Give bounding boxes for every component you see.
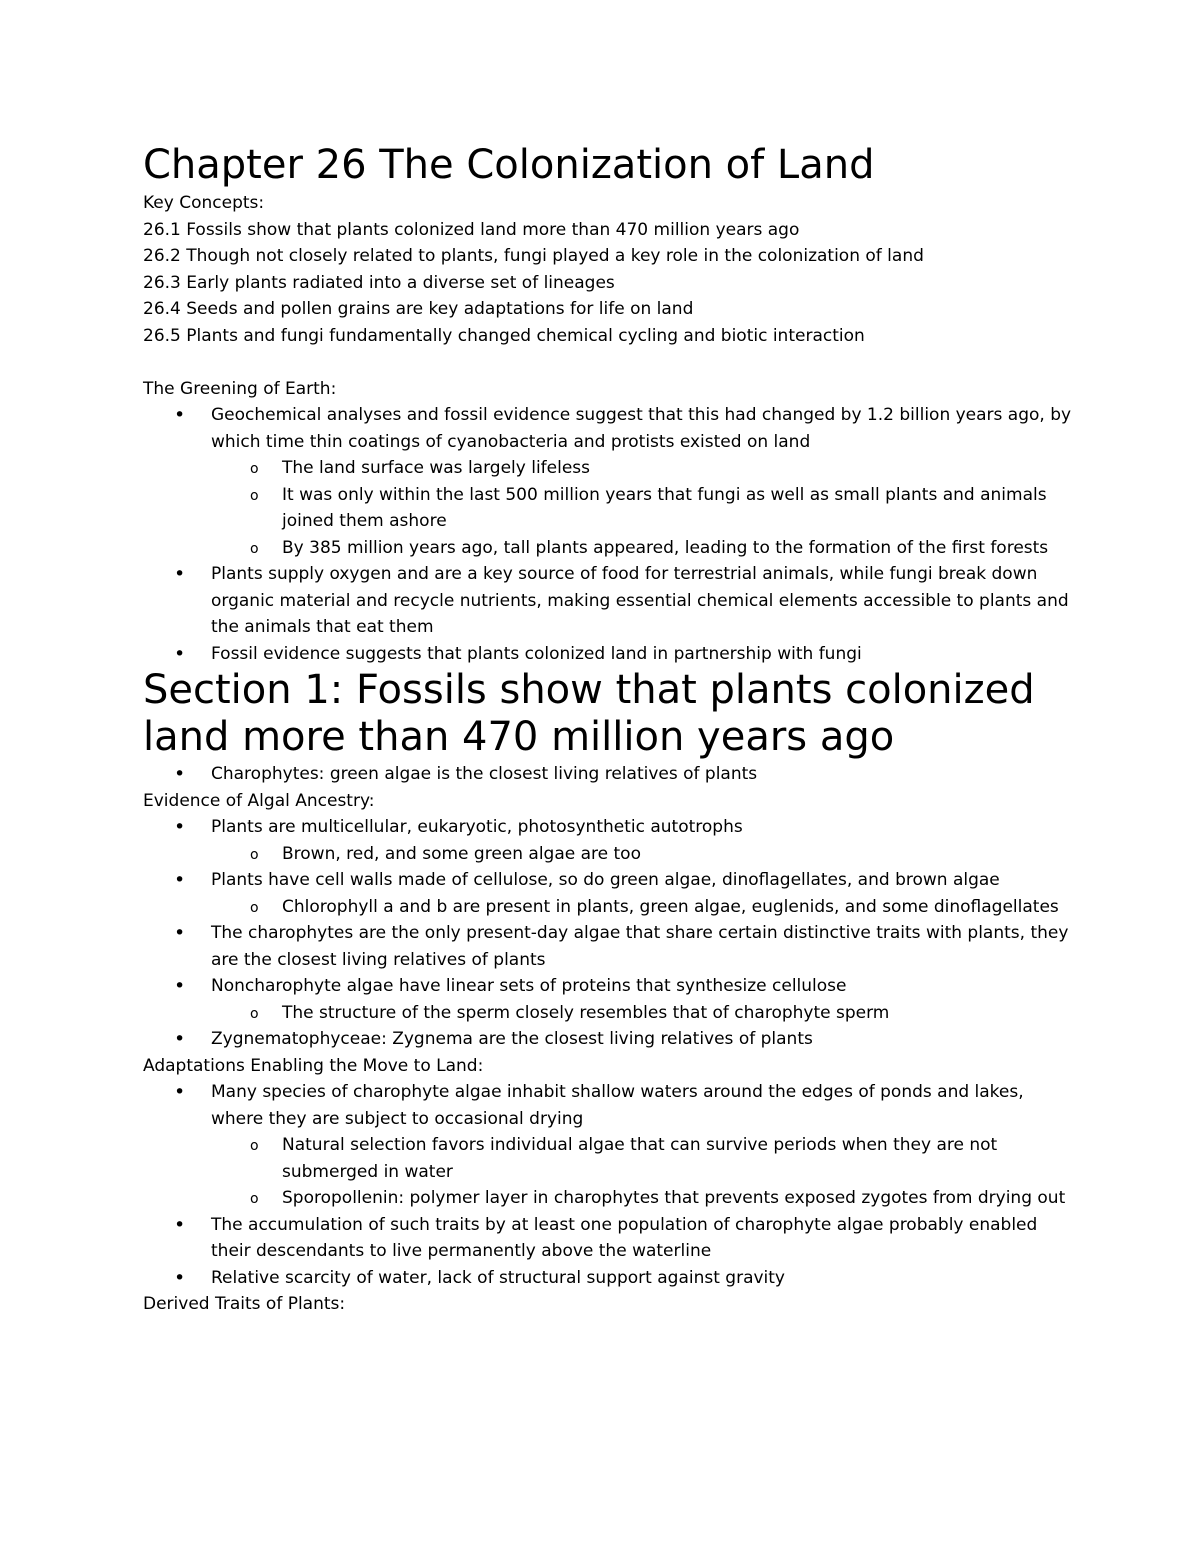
key-concepts-label: Key Concepts:	[143, 193, 265, 213]
adaptations-list	[143, 1079, 1073, 1291]
bullet-icon: •	[174, 763, 186, 785]
list-item-text: The land surface was largely lifeless	[282, 458, 591, 478]
algal-ancestry-list	[143, 814, 1073, 1053]
list-item-text: The accumulation of such traits by at least one population of charophyte algae probably enabled their descendants to live permanently above the waterline	[211, 1214, 1038, 1261]
key-concept-item: 26.2 Though not closely related to plants, fungi played a key role in the colonization of land	[143, 246, 924, 266]
bullet-icon: •	[174, 1266, 186, 1289]
bullet-icon: •	[174, 816, 186, 838]
list-item-text: The charophytes are the only present-day algae that share certain distinctive traits with plants, they are the closest living relatives of plants	[211, 923, 1069, 970]
list-item	[143, 1185, 1073, 1212]
list-item	[143, 1026, 1073, 1053]
key-concept-item: 26.1 Fossils show that plants colonized land more than 470 million years ago	[143, 219, 800, 240]
list-item	[143, 641, 1073, 668]
bullet-icon: •	[174, 563, 186, 585]
list-item	[143, 761, 1073, 788]
list-item-text: Plants are multicellular, eukaryotic, photosynthetic autotrophs	[211, 817, 743, 837]
circle-bullet-icon: o	[250, 1005, 259, 1022]
circle-bullet-icon: o	[250, 899, 259, 916]
circle-bullet-icon: o	[250, 1191, 259, 1207]
bullet-icon: •	[174, 869, 186, 891]
circle-bullet-icon: o	[250, 846, 259, 863]
list-item-text: Sporopollenin: polymer layer in charophytes that prevents exposed zygotes from drying out	[282, 1188, 1066, 1208]
list-item	[143, 1132, 1073, 1185]
list-item-text: Fossil evidence suggests that plants colonized land in partnership with fungi	[211, 643, 862, 664]
adaptations-heading: Adaptations Enabling the Move to Land:	[143, 1055, 484, 1076]
list-item-text: Geochemical analyses and fossil evidence suggest that this had changed by 1.2 billion years ago, by which time thin coatings of cyanobacteria and protists existed on land	[211, 405, 1072, 452]
list-item	[143, 561, 1073, 641]
chapter-title: Chapter 26 The Colonization of Land	[143, 142, 875, 188]
list-item	[143, 455, 1073, 482]
list-item-text: By 385 million years ago, tall plants appeared, leading to the formation of the first forests	[282, 537, 1049, 558]
bullet-icon: •	[174, 642, 186, 665]
list-item-text: Plants supply oxygen and are a key source of food for terrestrial animals, while fungi break down organic material and recycle nutrients, making essential chemical elements accessible to plants and the animals that eat them	[211, 564, 1069, 637]
bullet-icon: •	[174, 1081, 186, 1103]
list-item	[143, 973, 1073, 1000]
bullet-icon: •	[174, 922, 186, 944]
list-item-text: Many species of charophyte algae inhabit shallow waters around the edges of ponds and lakes, where they are subject to occasional drying	[211, 1082, 1024, 1129]
list-item	[143, 482, 1073, 535]
list-item	[143, 894, 1073, 921]
algal-ancestry-heading: Evidence of Algal Ancestry:	[143, 790, 375, 811]
bullet-icon: •	[174, 404, 186, 426]
list-item-text: Brown, red, and some green algae are too	[282, 843, 641, 864]
circle-bullet-icon: o	[250, 487, 259, 504]
list-item	[143, 1079, 1073, 1132]
list-item-text: The structure of the sperm closely resembles that of charophyte sperm	[282, 1002, 890, 1023]
key-concept-item: 26.3 Early plants radiated into a diverse set of lineages	[143, 272, 615, 293]
list-item	[143, 1212, 1073, 1265]
key-concept-item: 26.5 Plants and fungi fundamentally changed chemical cycling and biotic interaction	[143, 325, 865, 346]
list-item-text: Zygnematophyceae: Zygnema are the closest living relatives of plants	[211, 1029, 813, 1049]
key-concept-item: 26.4 Seeds and pollen grains are key adaptations for life on land	[143, 299, 694, 319]
bullet-icon: •	[174, 1213, 186, 1236]
list-item-text: Relative scarcity of water, lack of structural support against gravity	[211, 1267, 785, 1288]
circle-bullet-icon: o	[250, 540, 259, 557]
derived-traits-heading: Derived Traits of Plants:	[143, 1294, 346, 1314]
greening-list	[143, 402, 1073, 667]
circle-bullet-icon: o	[250, 1138, 259, 1154]
document-page	[143, 140, 1073, 1318]
circle-bullet-icon: o	[250, 461, 259, 477]
list-item	[143, 867, 1073, 894]
list-item	[143, 920, 1073, 973]
list-item-text: Noncharophyte algae have linear sets of proteins that synthesize cellulose	[211, 976, 847, 996]
list-item	[143, 1265, 1073, 1292]
list-item-text: Natural selection favors individual algae that can survive periods when they are not submerged in water	[282, 1135, 998, 1182]
bullet-icon: •	[174, 975, 186, 997]
list-item-text: Plants have cell walls made of cellulose, so do green algae, dinoflagellates, and brown algae	[211, 870, 1000, 890]
list-item	[143, 841, 1073, 868]
list-item	[143, 814, 1073, 841]
paragraph-spacer	[143, 349, 1073, 376]
section-1-intro-list	[143, 761, 1073, 788]
list-item	[143, 402, 1073, 455]
section-1-title: Section 1: Fossils show that plants colonized land more than 470 million years ago	[143, 667, 1035, 760]
list-item	[143, 535, 1073, 562]
list-item	[143, 1000, 1073, 1027]
bullet-icon: •	[174, 1028, 186, 1050]
list-item-text: Chlorophyll a and b are present in plants, green algae, euglenids, and some dinoflagellates	[282, 896, 1059, 917]
list-item-text: Charophytes: green algae is the closest living relatives of plants	[211, 764, 758, 784]
list-item-text: It was only within the last 500 million years that fungi as well as small plants and animals joined them ashore	[282, 484, 1047, 531]
greening-heading: The Greening of Earth:	[143, 378, 337, 399]
